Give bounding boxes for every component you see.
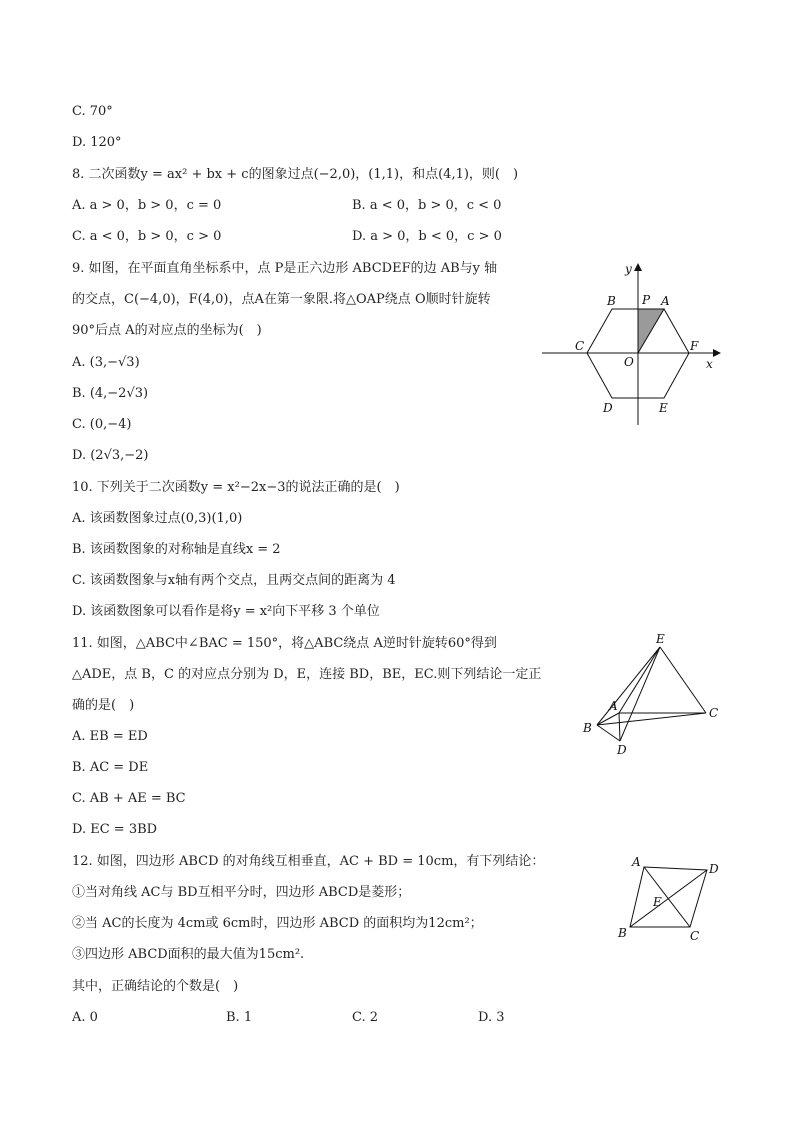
q8-stem: 8. 二次函数y = ax² + bx + c的图象过点(−2,0)，(1,1)，和点(4,1)，则( ) (72, 167, 519, 182)
q10-option-a: A. 该函数图象过点(0,3)(1,0) (72, 511, 243, 526)
q11-option-d: D. EC = 3BD (72, 822, 158, 837)
label-e: E (656, 632, 665, 646)
label-b: B (618, 926, 627, 940)
q7-option-d: D. 120° (72, 135, 122, 150)
label-c: C (709, 706, 719, 720)
label-c: C (690, 929, 700, 943)
q9-stem-line3: 90°后点 A的对应点的坐标为( ) (72, 323, 262, 338)
label-e: E (659, 401, 668, 415)
q11-stem-line2: △ADE，点 B，C 的对应点分别为 D，E，连接 BD，BE，EC.则下列结论一定正 (72, 667, 542, 682)
label-a: A (632, 855, 641, 869)
q12-statement-1: ①当对角线 AC与 BD互相平分时，四边形 ABCD是菱形； (72, 885, 411, 900)
label-e: E (653, 895, 662, 909)
q12-option-d: D. 3 (478, 1010, 505, 1025)
triangle-oap-shaded (638, 309, 664, 353)
hexagon-figure (538, 258, 724, 430)
q12-stem-line1: 12. 如图，四边形 ABCD 的对角线互相垂直，AC + BD = 10cm，有下列结论： (72, 854, 545, 869)
q11-stem-line3: 确的是( ) (72, 698, 135, 713)
q12-statement-2: ②当 AC的长度为 4cm或 6cm时，四边形 ABCD 的面积均为12cm²； (72, 916, 483, 931)
label-b: B (607, 294, 616, 308)
q11-option-c: C. AB + AE = BC (72, 791, 186, 806)
label-b: B (583, 721, 592, 735)
q9-stem-line1: 9. 如图，在平面直角坐标系中，点 P是正六边形 ABCDEF的边 AB与y 轴 (72, 261, 498, 276)
label-c: C (575, 339, 585, 353)
q9-option-b: B. (4,−2√3) (72, 386, 149, 401)
label-y: y (625, 262, 632, 276)
label-d: D (709, 862, 719, 876)
q9-option-d: D. (2√3,−2) (72, 448, 149, 463)
q12-option-b: B. 1 (226, 1010, 253, 1025)
q8-option-a: A. a > 0，b > 0，c = 0 (72, 198, 222, 213)
q10-stem: 10. 下列关于二次函数y = x²−2x−3的说法正确的是( ) (72, 480, 400, 495)
label-a: A (609, 699, 618, 713)
q7-option-c: C. 70° (72, 104, 113, 119)
q9-option-a: A. (3,−√3) (72, 355, 140, 370)
q11-option-b: B. AC = DE (72, 760, 149, 775)
q10-option-c: C. 该函数图象与x轴有两个交点，且两交点间的距离为 4 (72, 573, 396, 588)
q11-option-a: A. EB = ED (72, 729, 148, 744)
label-d: D (603, 401, 613, 415)
triangle-figure (578, 628, 724, 760)
q9-option-c: C. (0,−4) (72, 417, 132, 432)
q8-option-c: C. a < 0，b > 0，c > 0 (72, 229, 222, 244)
label-d: D (617, 743, 627, 757)
q11-stem-line1: 11. 如图，△ABC中∠BAC = 150°，将△ABC绕点 A逆时针旋转60°得到 (72, 636, 497, 651)
q10-option-b: B. 该函数图象的对称轴是直线x = 2 (72, 542, 281, 557)
q12-statement-3: ③四边形 ABCD面积的最大值为15cm². (72, 947, 305, 962)
label-p: P (642, 293, 651, 307)
q12-prompt: 其中，正确结论的个数是( ) (72, 979, 239, 994)
q10-option-d: D. 该函数图象可以看作是将y = x²向下平移 3 个单位 (72, 604, 380, 619)
label-a: A (661, 294, 670, 308)
label-x: x (706, 357, 713, 371)
q8-option-d: D. a > 0，b < 0，c > 0 (352, 229, 502, 244)
q8-option-b: B. a < 0，b > 0，c < 0 (352, 198, 502, 213)
quadrilateral-figure (600, 850, 724, 944)
q12-option-c: C. 2 (352, 1010, 379, 1025)
q12-option-a: A. 0 (72, 1010, 98, 1025)
q9-stem-line2: 的交点，C(−4,0)，F(4,0)，点A在第一象限.将△OAP绕点 O顺时针旋转 (72, 292, 491, 307)
label-f: F (690, 339, 699, 353)
label-o: O (624, 355, 634, 369)
